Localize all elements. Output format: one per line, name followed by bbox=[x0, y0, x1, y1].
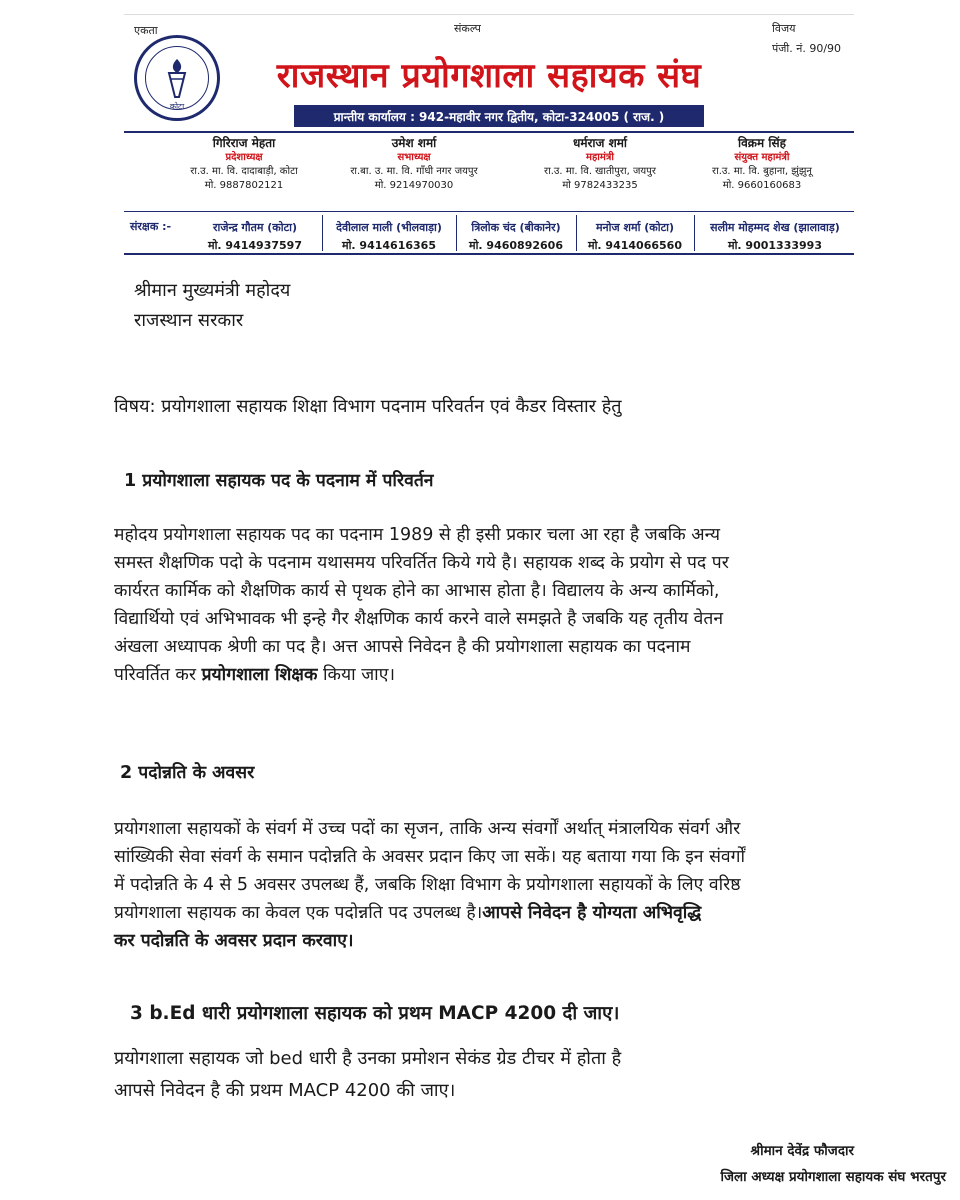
addressee-line: राजस्थान सरकार bbox=[134, 310, 244, 331]
addressee bbox=[134, 276, 290, 336]
office-address: प्रान्तीय कार्यालय : 942-महावीर नगर द्वितीय, कोटा-324005 ( राज. ) bbox=[294, 105, 704, 127]
signature-title: जिला अध्यक्ष प्रयोगशाला सहायक संघ भरतपुर bbox=[720, 1169, 946, 1185]
motto-center: संकल्प bbox=[454, 22, 481, 35]
officer-school: रा.उ. मा. वि. बुहाना, झुंझुनू bbox=[712, 166, 812, 177]
letterhead bbox=[124, 14, 854, 255]
patron-phone: मो. 9414066560 bbox=[588, 239, 682, 252]
paragraph-line: प्रयोगशाला सहायकों के संवर्ग में उच्च पदों का सृजन, ताकि अन्य संवर्गों अर्थात् मंत्रालयिक संवर्ग और bbox=[114, 819, 741, 839]
organization-name: राजस्थान प्रयोगशाला सहायक संघ bbox=[276, 56, 702, 96]
paragraph-line: में पदोन्नति के 4 से 5 अवसर उपलब्ध हैं, जबकि शिक्षा विभाग के प्रयोगशाला सहायकों के लिए वरिष्ठ bbox=[114, 875, 741, 895]
divider bbox=[124, 211, 854, 212]
patron-name: मनोज शर्मा (कोटा) bbox=[595, 221, 674, 234]
officer-school: रा.बा. उ. मा. वि. गाँधी नगर जयपुर bbox=[350, 166, 478, 177]
section-paragraph bbox=[114, 521, 729, 689]
officer-phone: मो. 9660160683 bbox=[722, 180, 802, 191]
paragraph-line bbox=[114, 899, 745, 927]
divider bbox=[694, 215, 695, 251]
signature-name: श्रीमान देवेंद्र फौजदार bbox=[750, 1143, 854, 1159]
paragraph-line bbox=[114, 927, 745, 955]
bold-text: कर पदोन्नति के अवसर प्रदान करवाए। bbox=[114, 931, 354, 951]
paragraph-line: आपसे निवेदन है की प्रथम MACP 4200 की जाए। bbox=[114, 1080, 456, 1101]
officer-card bbox=[154, 135, 334, 193]
text-run: प्रयोगशाला सहायक का केवल एक पदोन्नति पद उपलब्ध है। bbox=[114, 903, 483, 923]
officer-school: रा.उ. मा. वि. खातीपुरा, जयपुर bbox=[544, 166, 656, 177]
paragraph-line: कार्यरत कार्मिक को शैक्षणिक कार्य से पृथक होने का आभास होता है। विद्यालय के अन्य कार्मिको, bbox=[114, 581, 720, 601]
motto-right: विजय bbox=[772, 22, 796, 35]
paragraph-line: सांख्यिकी सेवा संवर्ग के समान पदोन्नति के अवसर प्रदान किए जा सकें। यह बताया गया कि इन संवर्गों bbox=[114, 847, 746, 867]
section-paragraph bbox=[114, 1043, 621, 1107]
motto-left: एकता bbox=[134, 24, 158, 37]
officer-card bbox=[510, 135, 690, 193]
registration-number: पंजी. नं. 90/90 bbox=[772, 42, 842, 55]
paragraph-line: अंखला अध्यापक श्रेणी का पद है। अत्त आपसे निवेदन है की प्रयोगशाला सहायक का पदनाम bbox=[114, 637, 691, 657]
bold-text: प्रयोगशाला शिक्षक bbox=[201, 665, 318, 685]
officer-post: महामंत्री bbox=[586, 152, 614, 163]
paragraph-line: विद्यार्थियो एवं अभिभावक भी इन्हे गैर शैक्षणिक कार्य करने वाले समझते है जबकि यह तृतीय वेतन bbox=[114, 609, 724, 629]
patron-entry bbox=[696, 219, 854, 255]
patron-phone: मो. 9414616365 bbox=[342, 239, 436, 252]
office-bearers bbox=[124, 135, 854, 209]
officer-post: प्रदेशाध्यक्ष bbox=[225, 152, 263, 163]
officer-post: सभाध्यक्ष bbox=[397, 152, 431, 163]
officer-name: गिरिराज मेहता bbox=[212, 136, 276, 150]
officer-post: संयुक्त महामंत्री bbox=[734, 152, 790, 163]
patron-phone: मो. 9001333993 bbox=[728, 239, 822, 252]
section-paragraph bbox=[114, 815, 745, 955]
officer-name: धर्मराज शर्मा bbox=[572, 136, 628, 150]
divider bbox=[456, 215, 457, 251]
patron-name: देवीलाल माली (भीलवाड़ा) bbox=[336, 221, 442, 234]
patron-phone: मो. 9460892606 bbox=[469, 239, 563, 252]
section-heading: 1 प्रयोगशाला सहायक पद के पदनाम में परिवर्तन bbox=[124, 471, 434, 491]
officer-card bbox=[672, 135, 852, 193]
officer-school: रा.उ. मा. वि. दादाबाड़ी, कोटा bbox=[190, 166, 298, 177]
divider bbox=[576, 215, 577, 251]
patron-label: संरक्षक :- bbox=[130, 220, 172, 233]
officer-name: विक्रम सिंह bbox=[738, 136, 786, 150]
patron-phone: मो. 9414937597 bbox=[208, 239, 302, 252]
seal-text: कोटा bbox=[169, 102, 185, 111]
text-run: परिवर्तित कर bbox=[114, 665, 202, 685]
officer-phone: मो. 9887802121 bbox=[204, 180, 284, 191]
patron-entry bbox=[190, 219, 320, 255]
officer-card bbox=[324, 135, 504, 193]
patron-name: सलीम मोहम्मद शेख (झालावाड़) bbox=[710, 221, 840, 234]
section-heading: 3 b.Ed धारी प्रयोगशाला सहायक को प्रथम MACP 4200 दी जाए। bbox=[130, 1003, 620, 1024]
text-run: किया जाए। bbox=[317, 665, 396, 685]
patron-name: राजेन्द्र गौतम (कोटा) bbox=[212, 221, 298, 234]
divider bbox=[322, 215, 323, 251]
subject-line: विषय: प्रयोगशाला सहायक शिक्षा विभाग पदनाम परिवर्तन एवं कैडर विस्तार हेतु bbox=[114, 396, 622, 417]
patrons-row bbox=[124, 215, 854, 251]
section-heading: 2 पदोन्नति के अवसर bbox=[120, 763, 255, 783]
addressee-line: श्रीमान मुख्यमंत्री महोदय bbox=[134, 280, 291, 301]
patron-name: त्रिलोक चंद (बीकानेर) bbox=[471, 221, 561, 234]
paragraph-line bbox=[114, 661, 729, 689]
patron-entry bbox=[458, 219, 574, 255]
officer-phone: मो 9782433235 bbox=[562, 180, 638, 191]
paragraph-line: महोदय प्रयोगशाला सहायक पद का पदनाम 1989 से ही इसी प्रकार चला आ रहा है जबकि अन्य bbox=[114, 525, 720, 545]
officer-name: उमेश शर्मा bbox=[391, 136, 437, 150]
paragraph-line: प्रयोगशाला सहायक जो bed धारी है उनका प्रमोशन सेकंड ग्रेड टीचर में होता है bbox=[114, 1048, 622, 1069]
paragraph-line: समस्त शैक्षणिक पदो के पदनाम यथासमय परिवर्तित किये गये है। सहायक शब्द के प्रयोग से पद पर bbox=[114, 553, 729, 573]
patron-entry bbox=[324, 219, 454, 255]
divider bbox=[124, 131, 854, 133]
patron-entry bbox=[578, 219, 692, 255]
bold-text: आपसे निवेदन है योग्यता अभिवृद्धि bbox=[482, 903, 702, 923]
officer-phone: मो. 9214970030 bbox=[374, 180, 454, 191]
